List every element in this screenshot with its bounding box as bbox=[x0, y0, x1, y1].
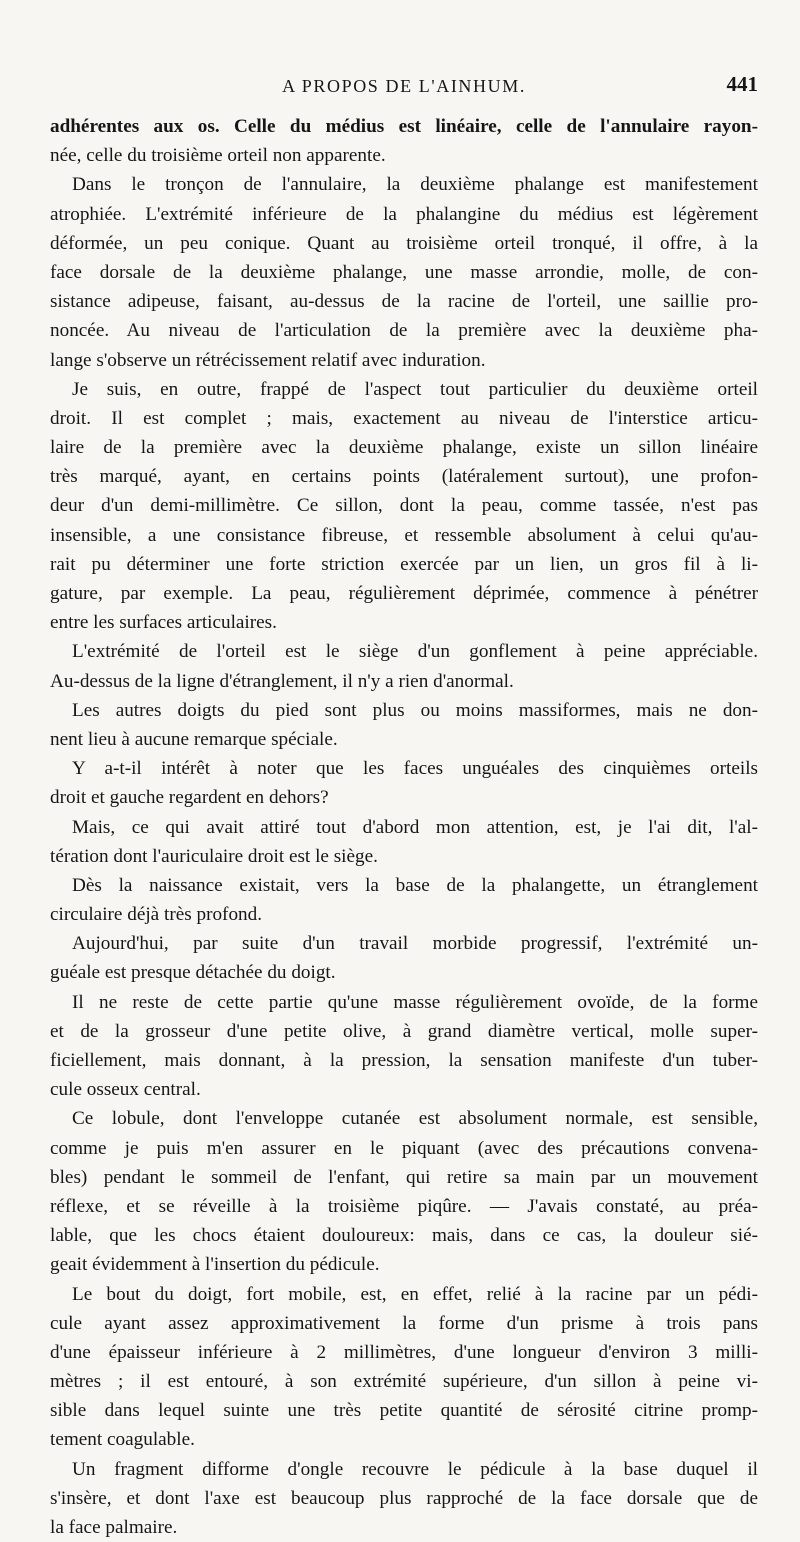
text-line: et de la grosseur d'une petite olive, à grand diamètre vertical, molle super- bbox=[50, 1020, 758, 1042]
text-line: Les autres doigts du pied sont plus ou moins massiformes, mais ne don- bbox=[72, 699, 758, 721]
running-title: A PROPOS DE L'AINHUM. bbox=[282, 76, 526, 96]
text-line: insensible, a une consistance fibreuse, et ressemble absolument à celui qu'au- bbox=[50, 524, 758, 546]
text-line: Au-dessus de la ligne d'étranglement, il n'y a rien d'anormal. bbox=[50, 670, 514, 692]
page-number: 441 bbox=[726, 72, 758, 96]
text-line: Le bout du doigt, fort mobile, est, en effet, relié à la racine par un pédi- bbox=[72, 1283, 758, 1305]
text-line: cule osseux central. bbox=[50, 1079, 201, 1101]
text-line: nent lieu à aucune remarque spéciale. bbox=[50, 728, 338, 750]
text-line: lable, que les chocs étaient douloureux: mais, dans ce cas, la douleur sié- bbox=[50, 1225, 758, 1247]
text-line: Un fragment difforme d'ongle recouvre le pédicule à la base duquel il bbox=[72, 1458, 758, 1480]
text-line: droit et gauche regardent en dehors? bbox=[50, 787, 329, 809]
text-line: la face palmaire. bbox=[50, 1517, 178, 1538]
text-line: bles) pendant le sommeil de l'enfant, qui retire sa main par un mouvement bbox=[50, 1166, 758, 1188]
text-line: droit. Il est complet ; mais, exactement au niveau de l'interstice articu- bbox=[50, 407, 758, 429]
text-line: d'une épaisseur inférieure à 2 millimètres, d'une longueur d'environ 3 milli- bbox=[50, 1341, 758, 1363]
text-line: geait évidemment à l'insertion du pédicule. bbox=[50, 1254, 380, 1276]
text-line: s'insère, et dont l'axe est beaucoup plus rapproché de la face dorsale que de bbox=[50, 1487, 758, 1509]
text-line: entre les surfaces articulaires. bbox=[50, 612, 277, 634]
text-line: deur d'un demi-millimètre. Ce sillon, dont la peau, comme tassée, n'est pas bbox=[50, 495, 758, 517]
text-line: face dorsale de la deuxième phalange, une masse arrondie, molle, de con- bbox=[50, 261, 758, 283]
text-line: atrophiée. L'extrémité inférieure de la phalangine du médius est légèrement bbox=[50, 203, 758, 225]
text-line: Aujourd'hui, par suite d'un travail morbide progressif, l'extrémité un- bbox=[72, 933, 758, 955]
text-line: tération dont l'auriculaire droit est le siège. bbox=[50, 845, 378, 867]
text-line: circulaire déjà très profond. bbox=[50, 904, 263, 926]
text-line: sible dans lequel suinte une très petite quantité de sérosité citrine promp- bbox=[50, 1400, 758, 1422]
text-line: tement coagulable. bbox=[50, 1429, 195, 1451]
text-line: noncée. Au niveau de l'articulation de la première avec la deuxième pha- bbox=[50, 320, 758, 342]
text-line: rait pu déterminer une forte striction exercée par un lien, un gros fil à li- bbox=[50, 553, 758, 575]
body-text bbox=[50, 112, 758, 1542]
text-line: adhérentes aux os. Celle du médius est linéaire, celle de l'annulaire rayon- bbox=[50, 116, 758, 137]
text-line: réflexe, et se réveille à la troisième piqûre. — J'avais constaté, au préa- bbox=[50, 1195, 758, 1217]
text-line: Dans le tronçon de l'annulaire, la deuxième phalange est manifestement bbox=[72, 174, 758, 196]
text-line: mètres ; il est entouré, à son extrémité supérieure, d'un sillon à peine vi- bbox=[50, 1371, 758, 1393]
text-line: L'extrémité de l'orteil est le siège d'un gonflement à peine appréciable. bbox=[72, 641, 758, 663]
text-line: lange s'observe un rétrécissement relatif avec induration. bbox=[50, 349, 486, 371]
text-line: très marqué, ayant, en certains points (latéralement surtout), une profon- bbox=[50, 466, 758, 488]
text-line: cule ayant assez approximativement la forme d'un prisme à trois pans bbox=[50, 1312, 758, 1334]
text-line: Je suis, en outre, frappé de l'aspect tout particulier du deuxième orteil bbox=[72, 378, 758, 400]
text-line: Y a-t-il intérêt à noter que les faces unguéales des cinquièmes orteils bbox=[72, 758, 758, 780]
text-line: guéale est presque détachée du doigt. bbox=[50, 962, 336, 984]
text-line: ficiellement, mais donnant, à la pression, la sensation manifeste d'un tuber- bbox=[50, 1050, 758, 1071]
text-line: Mais, ce qui avait attiré tout d'abord mon attention, est, je l'ai dit, l'al- bbox=[72, 816, 758, 838]
running-head bbox=[50, 72, 758, 102]
text-line: gature, par exemple. La peau, régulièrement déprimée, commence à pénétrer bbox=[50, 583, 758, 604]
text-line: sistance adipeuse, faisant, au-dessus de la racine de l'orteil, une saillie pro- bbox=[50, 291, 758, 313]
text-line: Dès la naissance existait, vers la base de la phalangette, un étranglement bbox=[72, 874, 758, 896]
text-line: Ce lobule, dont l'enveloppe cutanée est absolument normale, est sensible, bbox=[72, 1108, 758, 1130]
text-line: laire de la première avec la deuxième phalange, existe un sillon linéaire bbox=[50, 437, 758, 459]
text-line: Il ne reste de cette partie qu'une masse régulièrement ovoïde, de la forme bbox=[72, 991, 758, 1013]
text-line: comme je puis m'en assurer en le piquant (avec des précautions convena- bbox=[50, 1137, 758, 1159]
text-line: née, celle du troisième orteil non apparente. bbox=[50, 145, 386, 167]
text-line: déformée, un peu conique. Quant au troisième orteil tronqué, il offre, à la bbox=[50, 232, 758, 254]
